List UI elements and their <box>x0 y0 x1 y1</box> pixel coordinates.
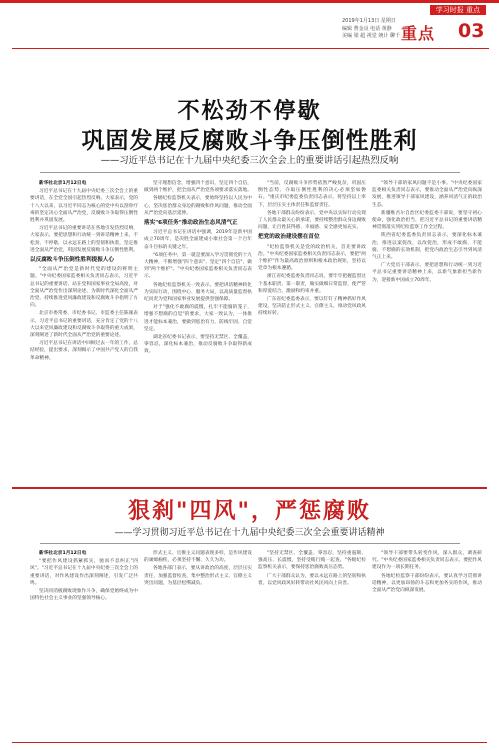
paragraph: 浙江省纪委监委负责同志说，要牢牢把握监督这个基本职责、第一职责，做实做细日常监督，使严管和厚爱结合、激励和约束并重。 <box>258 274 366 294</box>
paragraph: 广大党员干部表示，要把思想和行动统一到习近平总书记重要讲话精神上来，以新气象新担当新作为，迎接新中国成立70周年。 <box>372 263 482 283</box>
paragraph: "领导干部的家风问题不是小事。"中央纪委国家监委相关负责同志表示，要推动全面从严治党向纵深发展，推进领导干部家风建设，涵养风清气正的政治生态。 <box>372 181 482 208</box>
paragraph: 陕西省纪委监委负责同志表示，要深化标本兼治，推进以案促改，以改促治，形成不敢腐、不能腐、不想腐的长效机制，把党内政治生态引导到风清气正上来。 <box>372 233 482 261</box>
article2-column-1 <box>30 550 138 738</box>
article2-column-3 <box>258 550 366 738</box>
article1-column-4 <box>372 180 482 480</box>
proof-line: 美编 梁 超 视觉 统计 聊千 <box>342 33 400 39</box>
top-red-line <box>0 0 499 3</box>
paragraph: 习近平总书记在讲话中回顾过去一年的工作，总结经验，提出要求，深刻揭示了中国共产党人的自我革命精神。 <box>30 341 138 361</box>
paragraph: 广东省纪委监委表示，要以钉钉子精神抓好作风建设，坚决防止形式主义、官僚主义，推动党风政风持续好转。 <box>258 297 366 317</box>
paragraph: 习近平总书记在十九届中央纪委三次全会上的重要讲话，在全党全国引起热烈反响。大家表示，党的十八大以来，以习近平同志为核心的党中央以刮骨疗毒的坚定决心全面从严治党，反腐败斗争取得压倒性胜利并巩固发展。 <box>30 189 138 224</box>
paragraph: 各地各部门表示，要从讲政治的高度，层层压实责任，加强监督检查，集中整治形式主义、官僚主义突出问题，为基层松绑减负。 <box>144 566 252 586</box>
subheading: 以反腐败斗争压倒性胜利提振人心 <box>30 257 114 264</box>
paragraph: "当前，反腐败斗争形势依然严峻复杂，巩固压倒性态势、夺取压倒性胜利的决心必须坚如磐石。"重庆市纪委监委负责同志表示，将坚持以上率下，层层压实主体责任和监督责任。 <box>258 181 366 208</box>
paragraph: "要把作风建设抓紧抓实，驰而不息纠正"四风"。"习近平总书记在十九届中央纪委三次全会上的重要讲话，对作风建设作出深刻阐述，引发广泛共鸣。 <box>30 559 138 586</box>
article2-title: 狠刹"四风"，严惩腐败 <box>128 498 371 524</box>
paragraph: 坚决同消极腐败现象作斗争，确保党始终成为中国特色社会主义事业的坚强领导核心。 <box>30 589 138 602</box>
paragraph: 湖北省纪委书记表示，要坚持无禁区、全覆盖、零容忍，深化标本兼治，推动反腐败斗争取得新成效。 <box>144 335 252 355</box>
paragraph: "领导干部要带头转变作风，深入群众，调查研究。"中央纪委国家监委相关负责同志表示，要把作风建设作为一项长期任务。 <box>372 551 482 571</box>
paragraph: 习近平总书记的重要讲话在各地引发热烈反响，大家表示，要把思想和行动统一到讲话精神上来，不松劲、不停歇，以永远在路上的坚韧和执着，坚定推进全面从严治党，巩固发展反腐败斗争压倒性胜利。 <box>30 226 138 253</box>
editor-line: 编辑 曹金良 电话 黄静 <box>342 25 392 32</box>
date-line: 2019年1月13日 星期日 <box>342 18 396 24</box>
article1-title-line2: 巩固发展反腐败斗争压倒性胜利 <box>81 127 418 154</box>
dateline: 新华社北京1月12日电 <box>39 181 87 186</box>
section-tag: 重点 <box>401 24 436 43</box>
paragraph: "全面从严治党是新时代党的建设的鲜明主题。"中央纪委国家监委相关负责同志表示，习近平总书记的重要讲话，站在党和国家事业全局高度，对全面从严治党作出深刻论述，为新时代深化全面从严治党、持续推进党风廉政建设和反腐败斗争指明了方向。 <box>30 267 138 309</box>
article1-title-line1: 不松劲不停歇 <box>177 98 322 124</box>
section-divider <box>12 487 487 489</box>
article1-column-1 <box>30 180 138 480</box>
page-number: 03 <box>458 20 485 42</box>
article2-column-2 <box>144 550 252 738</box>
paragraph: 对于"强化不敢腐的震慑，扎牢不能腐的笼子，增强不想腐的自觉"的要求，大家一致认为，一体推进才能标本兼治，要做到惩治有力、防线牢固、自觉坚定。 <box>144 305 252 332</box>
paragraph: 新疆维吾尔自治区纪委监委干部说，要坚守初心使命，强化政治担当，把习近平总书记的重要讲话精神贯彻落实到纪检监察工作全过程。 <box>372 210 482 231</box>
article1-column-2 <box>144 180 252 480</box>
paragraph: 各地纪检监察机关一致表示，要把讲话精神转化为实际行动，围绕中心、服务大局，以高质量监督执纪问责为党和国家事业发展提供坚强保障。 <box>144 282 252 303</box>
article2-column-4 <box>372 550 482 738</box>
article1-separator <box>40 172 460 173</box>
header-rule <box>12 48 489 49</box>
paragraph: "6项任务中，第一就是要深入学习贯彻党的十九大精神，不断增强"四个意识"、坚定"四个自信"、做到"两个维护"。"中央纪委国家监委相关负责同志表示。 <box>144 252 252 280</box>
paragraph: 习近平总书记在讲话中强调，2019年是新中国成立70周年，是决胜全面建成小康社会第一个百年奋斗目标的关键之年。 <box>144 230 252 250</box>
paragraph: 坚守理想信念，增强四个意识，坚定四个自信，做到两个维护，把全面从严治党各项要求落实落地。 <box>144 181 252 194</box>
paragraph: 各地纪检监察干部纷纷表示，要认真学习贯彻讲话精神，以更加昂扬的斗志和更加务实的作风，推动全面从严治党向纵深发展。 <box>372 573 482 594</box>
bottom-rule <box>12 742 487 743</box>
paragraph: "坚持无禁区、全覆盖、零容忍，坚持重遏制、强高压、长震慑，坚持受贿行贿一起查。"各级纪检监察机关表示，要保持惩治腐败高压态势。 <box>258 551 366 571</box>
subheading: 把党的政治建设摆在首位 <box>258 234 320 241</box>
dateline: 新华社北京1月12日电 <box>39 551 87 556</box>
paragraph: 北京市委常委、市纪委书记、市监委主任陈雍表示，习近平总书记的重要讲话，充分肯定了党的十八大以来党风廉政建设和反腐败斗争取得的重大成果，深刻阐述了新时代全面从严治党的重要论述。 <box>30 311 138 339</box>
article1-column-3 <box>258 180 366 480</box>
masthead-box <box>326 5 486 15</box>
paragraph: "纪检监察机关是党的政治机关，首先要讲政治。"中央纪委国家监委相关负责同志表示，要把"两个维护"作为最高政治原则和根本政治规矩，坚持以党章为根本遵循。 <box>258 244 366 272</box>
article1-subtitle: ——习近平总书记在十九届中央纪委三次全会上的重要讲话引起热烈反响 <box>100 155 399 166</box>
subheading: 落实"6项任务"推动政治生态风清气正 <box>144 220 238 227</box>
article2-separator <box>40 543 460 544</box>
paragraph: 形式主义、官僚主义问题表现多样，是作风建设的顽瘴痼疾，必须坚持不懈、久久为功。 <box>144 551 252 564</box>
paragraph: 广大干部群众认为，要以永远在路上的坚韧和执着，以党风政风好转带动社风民风向上向善。 <box>258 573 366 586</box>
paragraph: 各地干部群众纷纷表示，党中央以实际行动兑现了人民群众最关心的承诺，要持续整治群众身边腐败问题，让百姓获得感、幸福感、安全感更加充实。 <box>258 210 366 231</box>
paragraph: 各级纪检监察机关表示，要始终坚持以人民为中心，坚决惩治群众身边的腐败和作风问题，推动全面从严治党向基层延伸。 <box>144 196 252 216</box>
masthead-label: 学习时报 重点 <box>430 5 486 15</box>
article2-subtitle: ——学习贯彻习近平总书记在十九届中央纪委三次全会重要讲话精神 <box>114 528 385 538</box>
